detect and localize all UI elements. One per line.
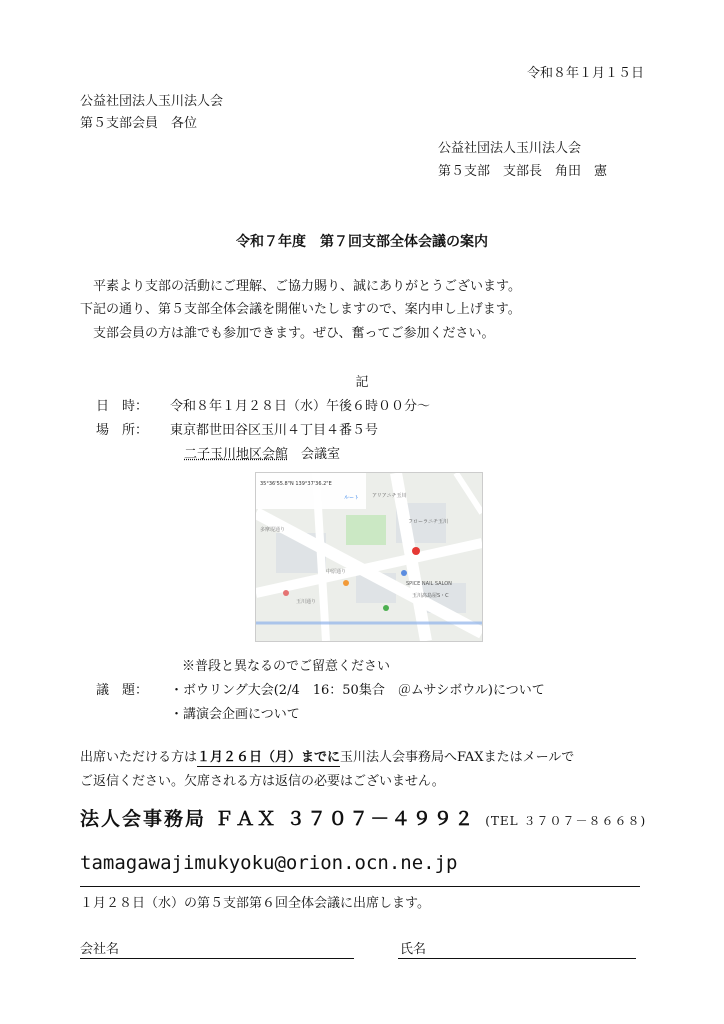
map-label-4: 玉川髙島屋S・C	[412, 593, 449, 599]
attend-line: １月２８日（水）の第５支部第６回全体会議に出席します。	[80, 896, 430, 911]
reply-line-2: ご返信ください。欠席される方は返信の必要はございません。	[80, 774, 445, 789]
map-graphic	[256, 473, 482, 641]
reply-post: 玉川法人会事務局へFAXまたはメールで	[340, 750, 575, 765]
datetime-label: 日 時：	[96, 399, 149, 414]
recipient-org: 公益社団法人玉川法人会	[80, 94, 224, 109]
place-address: 東京都世田谷区玉川４丁目４番５号	[170, 423, 379, 438]
park-block	[346, 515, 386, 545]
reply-line-1	[80, 746, 574, 765]
agenda-label: 議 題：	[96, 683, 149, 698]
company-field[interactable]	[80, 958, 354, 959]
sender-person: 第５支部 支部長 角田 憲	[438, 164, 608, 179]
recipient-members: 第５支部会員 各位	[80, 116, 198, 131]
fax-tel: (TEL ３７０７－８６６８)	[485, 814, 647, 828]
place-room: 会議室	[288, 447, 341, 462]
notice: ※普段と異なるのでご留意ください	[182, 659, 391, 674]
map-road-2: 玉川通り	[296, 599, 317, 605]
fax-main: 法人会事務局 ＦＡＸ ３７０７－４９９２	[80, 808, 476, 830]
map-label-1: アリアニチ玉川	[372, 493, 407, 499]
agenda-item-2: ・講演会企画について	[170, 707, 300, 722]
sender-org: 公益社団法人玉川法人会	[438, 141, 582, 156]
divider	[80, 886, 640, 887]
reply-deadline: １月２６日（月）までに	[197, 750, 341, 765]
map-pin-icon	[412, 547, 420, 555]
place-venue-line	[184, 443, 340, 462]
map-coords: 35°36'55.8"N 139°37'36.2"E	[260, 481, 332, 487]
place-label: 場 所：	[96, 423, 149, 438]
location-map[interactable]	[255, 472, 483, 642]
name-label: 氏名	[400, 942, 427, 957]
reply-pre: 出席いただける方は	[80, 750, 198, 765]
map-route-label: ルート	[344, 495, 360, 501]
datetime-value: 令和８年１月２８日（水）午後６時００分～	[170, 399, 431, 414]
fax-line	[80, 804, 646, 831]
email-address[interactable]: tamagawajimukyoku@orion.ocn.ne.jp	[80, 852, 458, 874]
map-road-1: 多摩堤通り	[260, 527, 286, 533]
document-date: 令和８年１月１５日	[526, 66, 644, 81]
page-title: 令和７年度 第７回支部全体会議の案内	[236, 234, 488, 250]
ki-heading: 記	[355, 375, 369, 390]
place-venue: 二子玉川地区会館	[184, 447, 289, 462]
map-label-3: SPICE NAIL SALON	[406, 581, 452, 587]
agenda-item-1: ・ボウリング大会(2/4 16：50集合 ＠ムサシボウル)について	[170, 683, 545, 698]
body-line-3: 支部会員の方は誰でも参加できます。ぜひ、奮ってご参加ください。	[80, 326, 495, 341]
company-label: 会社名	[80, 942, 120, 957]
name-field[interactable]	[398, 958, 636, 959]
body-line-1: 平素より支部の活動にご理解、ご協力賜り、誠にありがとうございます。	[80, 279, 521, 294]
map-label-2: フローラニチ玉川	[408, 519, 449, 525]
map-road-3: 中原通り	[326, 569, 347, 575]
body-line-2: 下記の通り、第５支部全体会議を開催いたしますので、案内申し上げます。	[80, 302, 521, 317]
